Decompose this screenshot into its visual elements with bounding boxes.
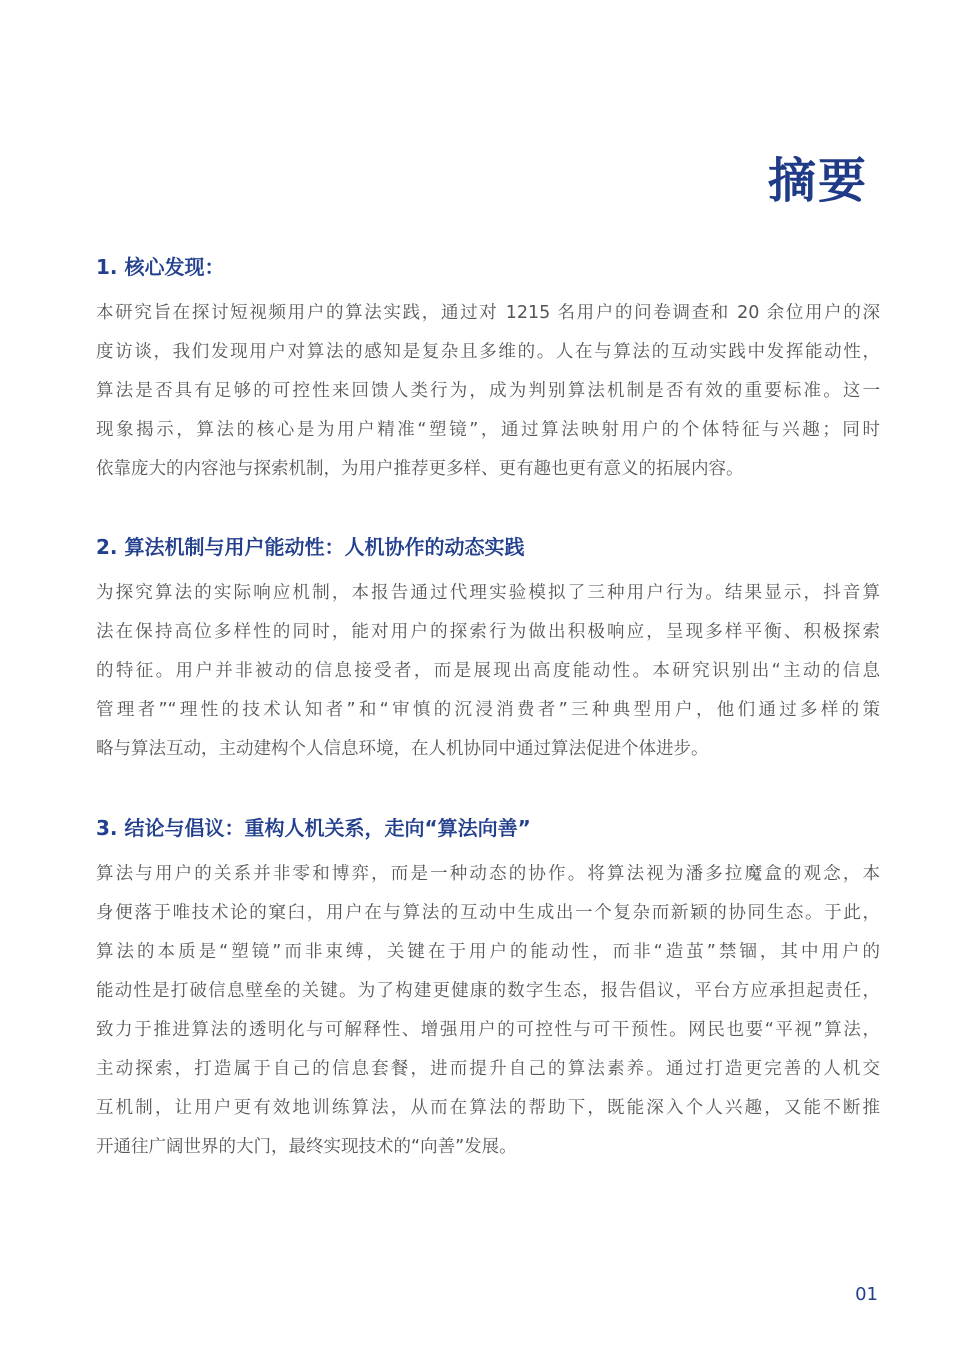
paragraph-line: 能动性是打破信息壁垒的关键。为了构建更健康的数字生态，报告倡议，平台方应承担起责任，: [96, 981, 880, 1001]
paragraph-line: 算法是否具有足够的可控性来回馈人类行为，成为判别算法机制是否有效的重要标准。这一: [96, 381, 880, 401]
section-paragraph: [96, 294, 880, 489]
paragraph-line: 开通往广阔世界的大门，最终实现技术的“向善”发展。: [96, 1137, 517, 1157]
paragraph-line: 算法的本质是“塑镜”而非束缚，关键在于用户的能动性，而非“造茧”禁锢，其中用户的: [96, 942, 880, 962]
section-heading: 3. 结论与倡议：重构人机关系，走向“算法向善”: [96, 816, 531, 840]
paragraph-line: 管理者”“理性的技术认知者”和“审慎的沉浸消费者”三种典型用户，他们通过多样的策: [96, 700, 880, 720]
paragraph-line: 致力于推进算法的透明化与可解释性、增强用户的可控性与可干预性。网民也要“平视”算法，: [96, 1020, 880, 1040]
section-paragraph: [96, 855, 880, 1167]
paragraph-line: 互机制，让用户更有效地训练算法，从而在算法的帮助下，既能深入个人兴趣，又能不断推: [96, 1098, 880, 1118]
paragraph-line: 算法与用户的关系并非零和博弈，而是一种动态的协作。将算法视为潘多拉魔盒的观念，本: [96, 864, 880, 884]
paragraph-line: 主动探索，打造属于自己的信息套餐，进而提升自己的算法素养。通过打造更完善的人机交: [96, 1059, 880, 1079]
section-heading: 2. 算法机制与用户能动性：人机协作的动态实践: [96, 535, 525, 559]
paragraph-line: 略与算法互动，主动建构个人信息环境，在人机协同中通过算法促进个体进步。: [96, 739, 709, 759]
paragraph-line: 法在保持高位多样性的同时，能对用户的探索行为做出积极响应，呈现多样平衡、积极探索: [96, 622, 880, 642]
page-number: 01: [855, 1284, 878, 1305]
paragraph-line: 现象揭示，算法的核心是为用户精准“塑镜”，通过算法映射用户的个体特征与兴趣；同时: [96, 420, 880, 440]
section-mechanism: [96, 532, 880, 769]
paragraph-line: 本研究旨在探讨短视频用户的算法实践，通过对 1215 名用户的问卷调查和 20 余位用户的深: [96, 303, 880, 323]
paragraph-line: 为探究算法的实际响应机制，本报告通过代理实验模拟了三种用户行为。结果显示，抖音算: [96, 583, 880, 603]
paragraph-line: 度访谈，我们发现用户对算法的感知是复杂且多维的。人在与算法的互动实践中发挥能动性，: [96, 342, 880, 362]
paragraph-line: 的特征。用户并非被动的信息接受者，而是展现出高度能动性。本研究识别出“主动的信息: [96, 661, 880, 681]
section-heading: 1. 核心发现：: [96, 255, 225, 279]
section-paragraph: [96, 574, 880, 769]
section-core-findings: [96, 252, 880, 489]
paragraph-line: 依靠庞大的内容池与探索机制，为用户推荐更多样、更有趣也更有意义的拓展内容。: [96, 459, 744, 479]
section-conclusion: [96, 813, 880, 1167]
page-title: 摘要: [767, 153, 868, 209]
paragraph-line: 身便落于唯技术论的窠臼，用户在与算法的互动中生成出一个复杂而新颖的协同生态。于此，: [96, 903, 880, 923]
